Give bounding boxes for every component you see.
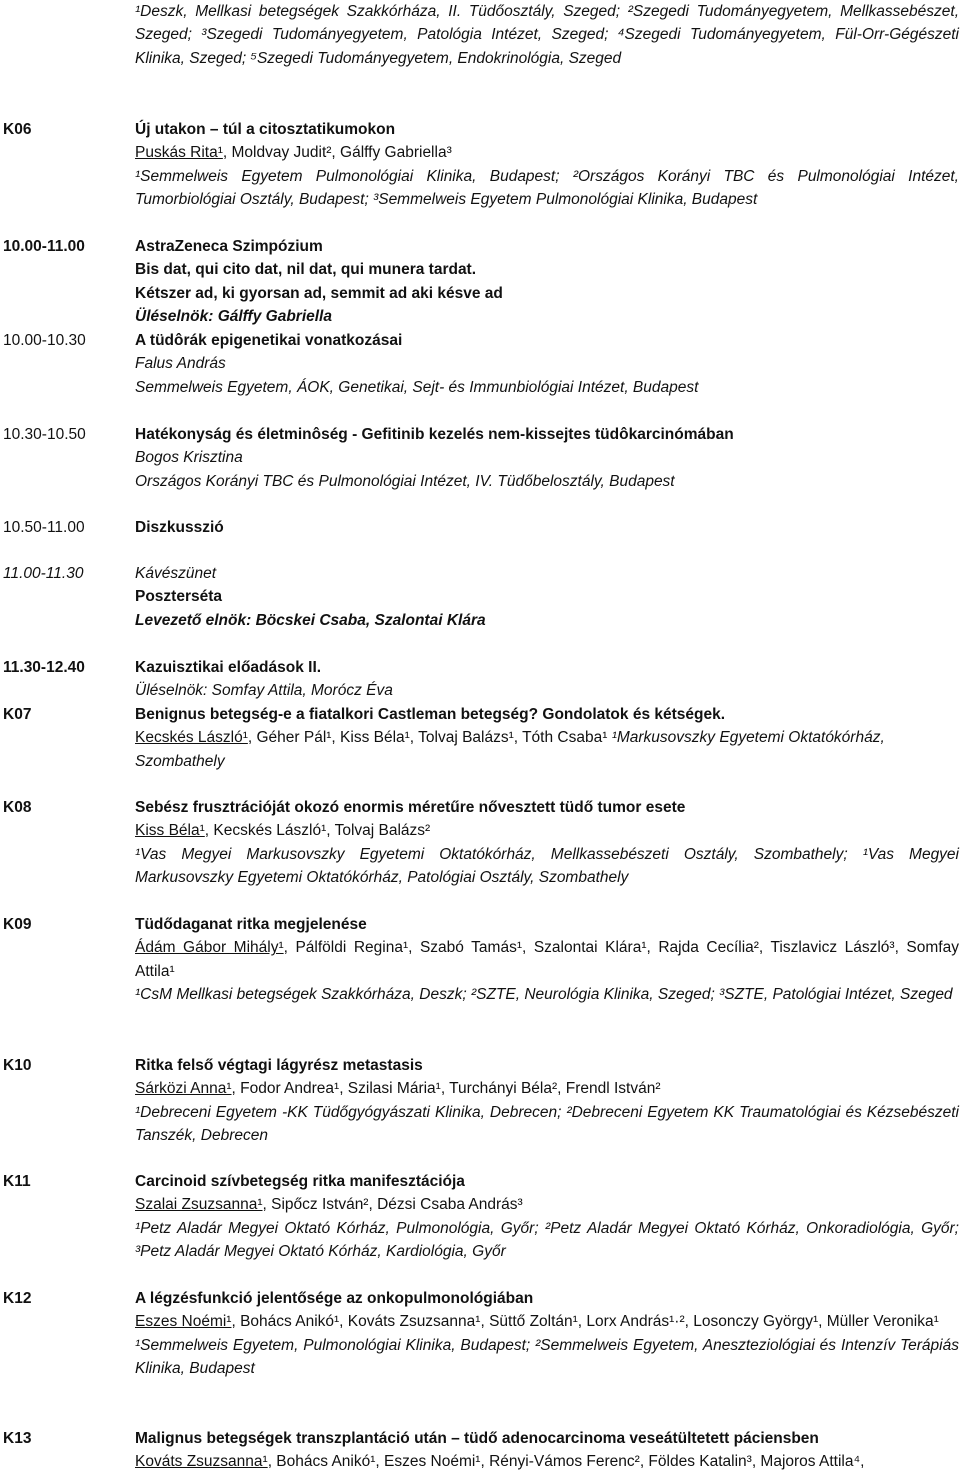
session-time: 10.00-11.00 (3, 238, 85, 255)
abstract-title: Ritka felső végtagi lágyrész metastasis (135, 1057, 423, 1074)
cases-block (135, 656, 959, 703)
abstract-title: Új utakon – túl a citosztatikumokon (135, 121, 396, 138)
abstract-title: Malignus betegségek transzplantáció után – tüdő adenocarcinoma veseátültetett páciensben (135, 1430, 819, 1447)
symposium-motto-1: Bis dat, qui cito dat, nil dat, qui munera tardat. (135, 261, 477, 279)
abstract-authors (135, 141, 959, 164)
abstract-authors (135, 1193, 959, 1216)
abstract-affiliation: ¹CsM Mellkasi betegségek Szakkórháza, Deszk; ²SZTE, Neurológia Klinika, Szeged; ³SZTE, Patológiai Intézet, Szeged (135, 986, 953, 1004)
abstract-affiliation: ¹Semmelweis Egyetem Pulmonológiai Klinika, Budapest; ²Országos Korányi TBC és Pulmonológiai Intézet, Tumorbiológiai Osztály, Budapest; ³Semmelweis Egyetem Pulmonológiai Klinika, Budapest (135, 167, 959, 209)
session-chair: Üléselnök: Gálffy Gabriella (135, 308, 332, 326)
abstract-affiliation-city: Szombathely (135, 752, 225, 770)
abstract-title: Carcinoid szívbetegség ritka manifesztációja (135, 1173, 465, 1190)
first-author: Eszes Noémi¹ (135, 1313, 232, 1331)
talk-1 (135, 329, 959, 399)
abstract-authors (135, 819, 959, 842)
abstract-code-k08: K08 (3, 799, 32, 816)
top-affiliation-text: ¹Deszk, Mellkasi betegségek Szakkórháza, II. Tüdőosztály, Szeged; ²Szegedi Tudományegyetem, Mellkassebészet, Szeged; ³Szegedi Tudományegyetem, Patológia Intézet, Szeged; ⁴Szegedi Tudományegyetem, Fül-Orr-Gégészeti Klinika, Szeged; ⁵Szegedi Tudományegyetem, Endokrinológia, Szeged (135, 3, 959, 67)
abstract-code-k06: K06 (3, 121, 32, 138)
abstract-title: Sebész frusztrációját okozó enormis méretűre nővesztett tüdő tumor esete (135, 799, 686, 816)
co-authors: , Moldvay Judit², Gálffy Gabriella³ (222, 144, 452, 162)
talk-time: 10.00-10.30 (3, 332, 86, 349)
symposium-block (135, 235, 959, 329)
co-authors: , Pálföldi Regina¹, Szabó Tamás¹, Szalontai Klára¹, Rajda Cecília², Tiszlavicz László³, Somfay Attila¹ (135, 939, 959, 980)
break-block (135, 562, 959, 632)
abstract-k06 (135, 118, 959, 212)
abstract-title: Tüdődaganat ritka megjelenése (135, 916, 367, 933)
first-author: Szalai Zsuzsanna¹ (135, 1196, 263, 1214)
symposium-title: AstraZeneca Szimpózium (135, 238, 323, 255)
co-authors: , Kecskés László¹, Tolvaj Balázs² (204, 822, 431, 840)
first-author: Puskás Rita¹ (135, 144, 223, 162)
abstract-authors (135, 726, 959, 749)
abstract-k10 (135, 1054, 959, 1148)
discussion-time: 10.50-11.00 (3, 519, 85, 536)
discussion-title: Diszkusszió (135, 519, 224, 536)
abstract-k13 (135, 1427, 959, 1474)
abstract-authors (135, 1310, 959, 1333)
abstract-k11 (135, 1170, 959, 1264)
cases-time: 11.30-12.40 (3, 659, 85, 676)
co-authors: , Sipőcz István², Dézsi Csaba András³ (262, 1196, 523, 1214)
first-author: Kecskés László¹ (135, 729, 248, 747)
break-time: 11.00-11.30 (3, 565, 84, 582)
abstract-code-k09: K09 (3, 916, 32, 933)
abstract-code-k12: K12 (3, 1290, 32, 1307)
co-authors: , Fodor Andrea¹, Szilasi Mária¹, Turchányi Béla², Frendl István² (231, 1080, 661, 1098)
cases-chair: Üléselnök: Somfay Attila, Morócz Éva (135, 682, 393, 700)
talk-time: 10.30-10.50 (3, 426, 86, 443)
first-author: Ádám Gábor Mihály¹ (135, 939, 284, 957)
symposium-motto-2: Kétszer ad, ki gyorsan ad, semmit ad aki késve ad (135, 284, 503, 302)
abstract-k12 (135, 1287, 959, 1381)
talk-affiliation: Semmelweis Egyetem, ÁOK, Genetikai, Sejt- és Immunbiológiai Intézet, Budapest (135, 378, 699, 396)
abstract-affiliation: ¹Markusovszky Egyetemi Oktatókórház, (611, 729, 885, 747)
talk-2 (135, 423, 959, 493)
abstract-affiliation: ¹Petz Aladár Megyei Oktató Kórház, Pulmonológia, Győr; ²Petz Aladár Megyei Oktató Kórház, Onkoradiológia, Győr; ³Petz Aladár Megyei Oktató Kórház, Kardiológia, Győr (135, 1219, 959, 1261)
break-title: Kávészünet (135, 565, 216, 582)
abstract-authors (135, 1450, 959, 1473)
top-affiliation (135, 0, 959, 70)
abstract-affiliation: ¹Vas Megyei Markusovszky Egyetemi Oktatókórház, Mellkassebészeti Osztály, Szombathely; ¹Vas Megyei Markusovszky Egyetemi Oktatókórház, Patológiai Osztály, Szombathely (135, 845, 959, 887)
abstract-authors (135, 936, 959, 983)
talk-speaker: Bogos Krisztina (135, 449, 243, 467)
abstract-code-k13: K13 (3, 1430, 32, 1447)
co-authors: , Bohács Anikó¹, Kováts Zsuzsanna¹, Süttő Zoltán¹, Lorx András¹·², Losonczy György¹, Müller Veronika¹ (231, 1313, 939, 1331)
cases-title: Kazuisztikai előadások II. (135, 659, 322, 676)
abstract-authors (135, 1077, 959, 1100)
talk-title: Hatékonyság és életminôség - Gefitinib kezelés nem-kissejtes tüdôkarcinómában (135, 426, 734, 443)
abstract-k09 (135, 913, 959, 1007)
first-author: Sárközi Anna¹ (135, 1080, 232, 1098)
co-authors: , Géher Pál¹, Kiss Béla¹, Tolvaj Balázs¹, Tóth Csaba¹ (247, 729, 608, 747)
first-author: Kiss Béla¹ (135, 822, 205, 840)
abstract-title: A légzésfunkció jelentősége az onkopulmonológiában (135, 1290, 534, 1307)
break-chair: Levezető elnök: Böcskei Csaba, Szalontai Klára (135, 611, 486, 629)
abstract-k08 (135, 796, 959, 890)
abstract-title: Benignus betegség-e a fiatalkori Castleman betegség? Gondolatok és kétségek. (135, 706, 726, 723)
abstract-k07 (135, 703, 959, 773)
talk-speaker: Falus András (135, 355, 226, 373)
talk-title: A tüdôrák epigenetikai vonatkozásai (135, 332, 403, 349)
talk-affiliation: Országos Korányi TBC és Pulmonológiai Intézet, IV. Tüdőbelosztály, Budapest (135, 472, 675, 490)
first-author: Kováts Zsuzsanna¹ (135, 1453, 268, 1471)
abstract-affiliation: ¹Debreceni Egyetem -KK Tüdőgyógyászati Klinika, Debrecen; ²Debreceni Egyetem KK Traumatológiai és Kézsebészeti Tanszék, Debrecen (135, 1103, 959, 1145)
abstract-code-k07: K07 (3, 706, 32, 723)
co-authors: , Bohács Anikó¹, Eszes Noémi¹, Rényi-Vámos Ferenc², Földes Katalin³, Majoros Attila⁴, (267, 1453, 865, 1471)
abstract-code-k10: K10 (3, 1057, 32, 1074)
poster-title: Poszterséta (135, 588, 223, 606)
abstract-code-k11: K11 (3, 1173, 31, 1190)
abstract-affiliation: ¹Semmelweis Egyetem, Pulmonológiai Klinika, Budapest; ²Semmelweis Egyetem, Aneszteziológiai és Intenzív Terápiás Klinika, Budapest (135, 1336, 959, 1378)
